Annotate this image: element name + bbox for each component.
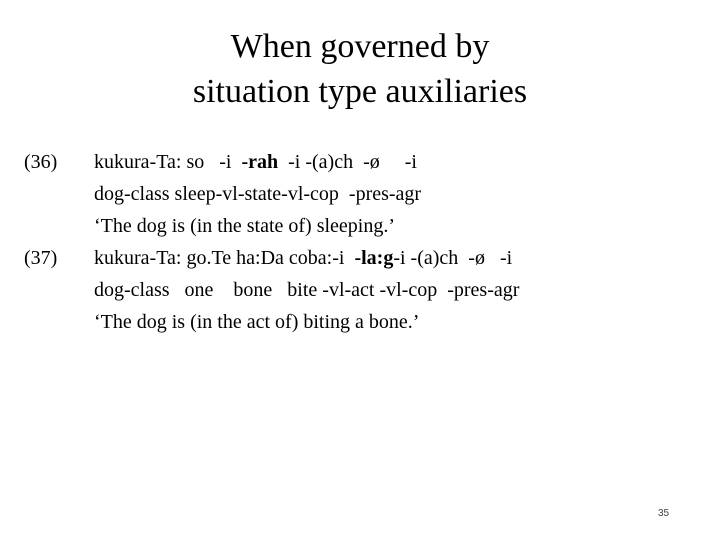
bold-morpheme: -rah (241, 151, 279, 173)
slide-title-line-1: When governed by (230, 28, 490, 65)
bold-morpheme: -la:g (354, 247, 394, 269)
slide-title (60, 24, 660, 114)
example-37-line-1: kukura-Ta: go.Te ha:Da coba:-i -la:g-i -(a)ch -ø -i (94, 247, 513, 269)
slide-number: 35 (658, 508, 670, 519)
example-37-translation: ‘The dog is (in the act of) biting a bone.’ (94, 311, 420, 333)
example-36-translation: ‘The dog is (in the state of) sleeping.’ (94, 215, 396, 237)
example-36-line-1: kukura-Ta: so -i -rah -i -(a)ch -ø -i (94, 151, 417, 173)
example-36-gloss: dog-class sleep-vl-state-vl-cop -pres-agr (94, 183, 422, 205)
example-37-gloss: dog-class one bone bite -vl-act -vl-cop -pres-agr (94, 279, 520, 301)
example-37-number: (37) (24, 247, 58, 269)
example-36-number: (36) (24, 151, 58, 173)
slide-title-line-2: situation type auxiliaries (192, 73, 528, 110)
